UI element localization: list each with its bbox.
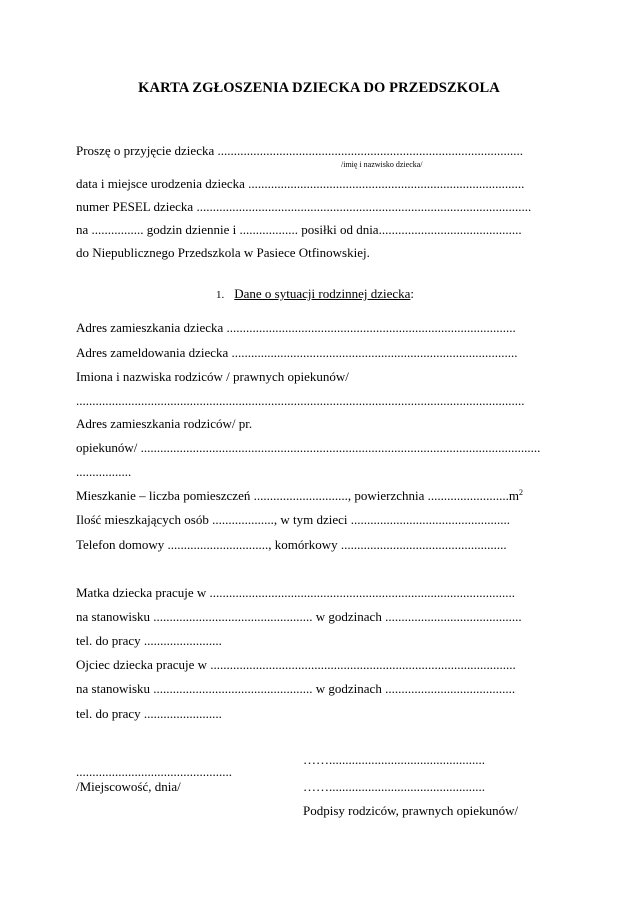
hours-meals-line: na ................ godzin dziennie i .................. posiłki od dnia............................................ xyxy=(76,222,522,237)
parents-names-dots: .......................................................................................................................................... xyxy=(76,393,525,408)
flat-unit-superscript: 2 xyxy=(518,488,523,497)
parents-names-line: Imiona i nazwiska rodziców / prawnych opiekunów/ xyxy=(76,369,349,384)
child-name-line: Proszę o przyjęcie dziecka .............................................................................................. xyxy=(76,143,523,158)
section-title: Dane o sytuacji rodzinnej dziecka xyxy=(234,286,411,301)
child-address-line: Adres zamieszkania dziecka ......................................................................................... xyxy=(76,320,516,335)
residents-line: Ilość mieszkających osób ..................., w tym dzieci ................................................. xyxy=(76,512,510,527)
child-name-caption: /imię i nazwisko dziecka/ xyxy=(341,160,423,169)
parents-address-cont-line: opiekunów/ ........................................................................................................................... xyxy=(76,440,541,455)
mother-position-line: na stanowisku ................................................. w godzinach .......................................... xyxy=(76,609,522,624)
kindergarten-line: do Niepublicznego Przedszkola w Pasiece Otfinowskiej. xyxy=(76,245,370,260)
signature-dots-2: ……................................................ xyxy=(303,779,485,794)
father-work-line: Ojciec dziecka pracuje w .............................................................................................. xyxy=(76,657,516,672)
signature-label: Podpisy rodziców, prawnych opiekunów/ xyxy=(303,803,519,818)
mother-phone-line: tel. do pracy ........................ xyxy=(76,633,222,648)
birth-date-place-line: data i miejsce urodzenia dziecka ..................................................................................... xyxy=(76,176,525,191)
form-title: KARTA ZGŁOSZENIA DZIECKA DO PRZEDSZKOLA xyxy=(138,80,500,96)
pesel-line: numer PESEL dziecka ....................................................................................................... xyxy=(76,199,532,214)
section-heading xyxy=(216,286,414,303)
parents-address-line: Adres zamieszkania rodziców/ pr. xyxy=(76,416,253,431)
child-registration-line: Adres zameldowania dziecka ........................................................................................ xyxy=(76,345,518,360)
father-phone-line: tel. do pracy ........................ xyxy=(76,706,222,721)
father-position-line: na stanowisku ................................................. w godzinach ........................................ xyxy=(76,681,516,696)
phone-line: Telefon domowy ..............................., komórkowy ................................................... xyxy=(76,537,507,552)
section-number: 1. xyxy=(216,289,225,301)
mother-work-line: Matka dziecka pracuje w .............................................................................................. xyxy=(76,585,516,600)
flat-line xyxy=(76,488,523,504)
flat-text: Mieszkanie – liczba pomieszczeń ............................., powierzchnia .........................m xyxy=(76,488,519,503)
section-title-suffix: : xyxy=(410,286,415,301)
signature-dots-1: ……................................................ xyxy=(303,752,485,767)
parents-address-dots: ................. xyxy=(76,464,132,479)
place-date-dots: ................................................ xyxy=(76,764,232,779)
place-date-label: /Miejscowość, dnia/ xyxy=(76,779,181,794)
